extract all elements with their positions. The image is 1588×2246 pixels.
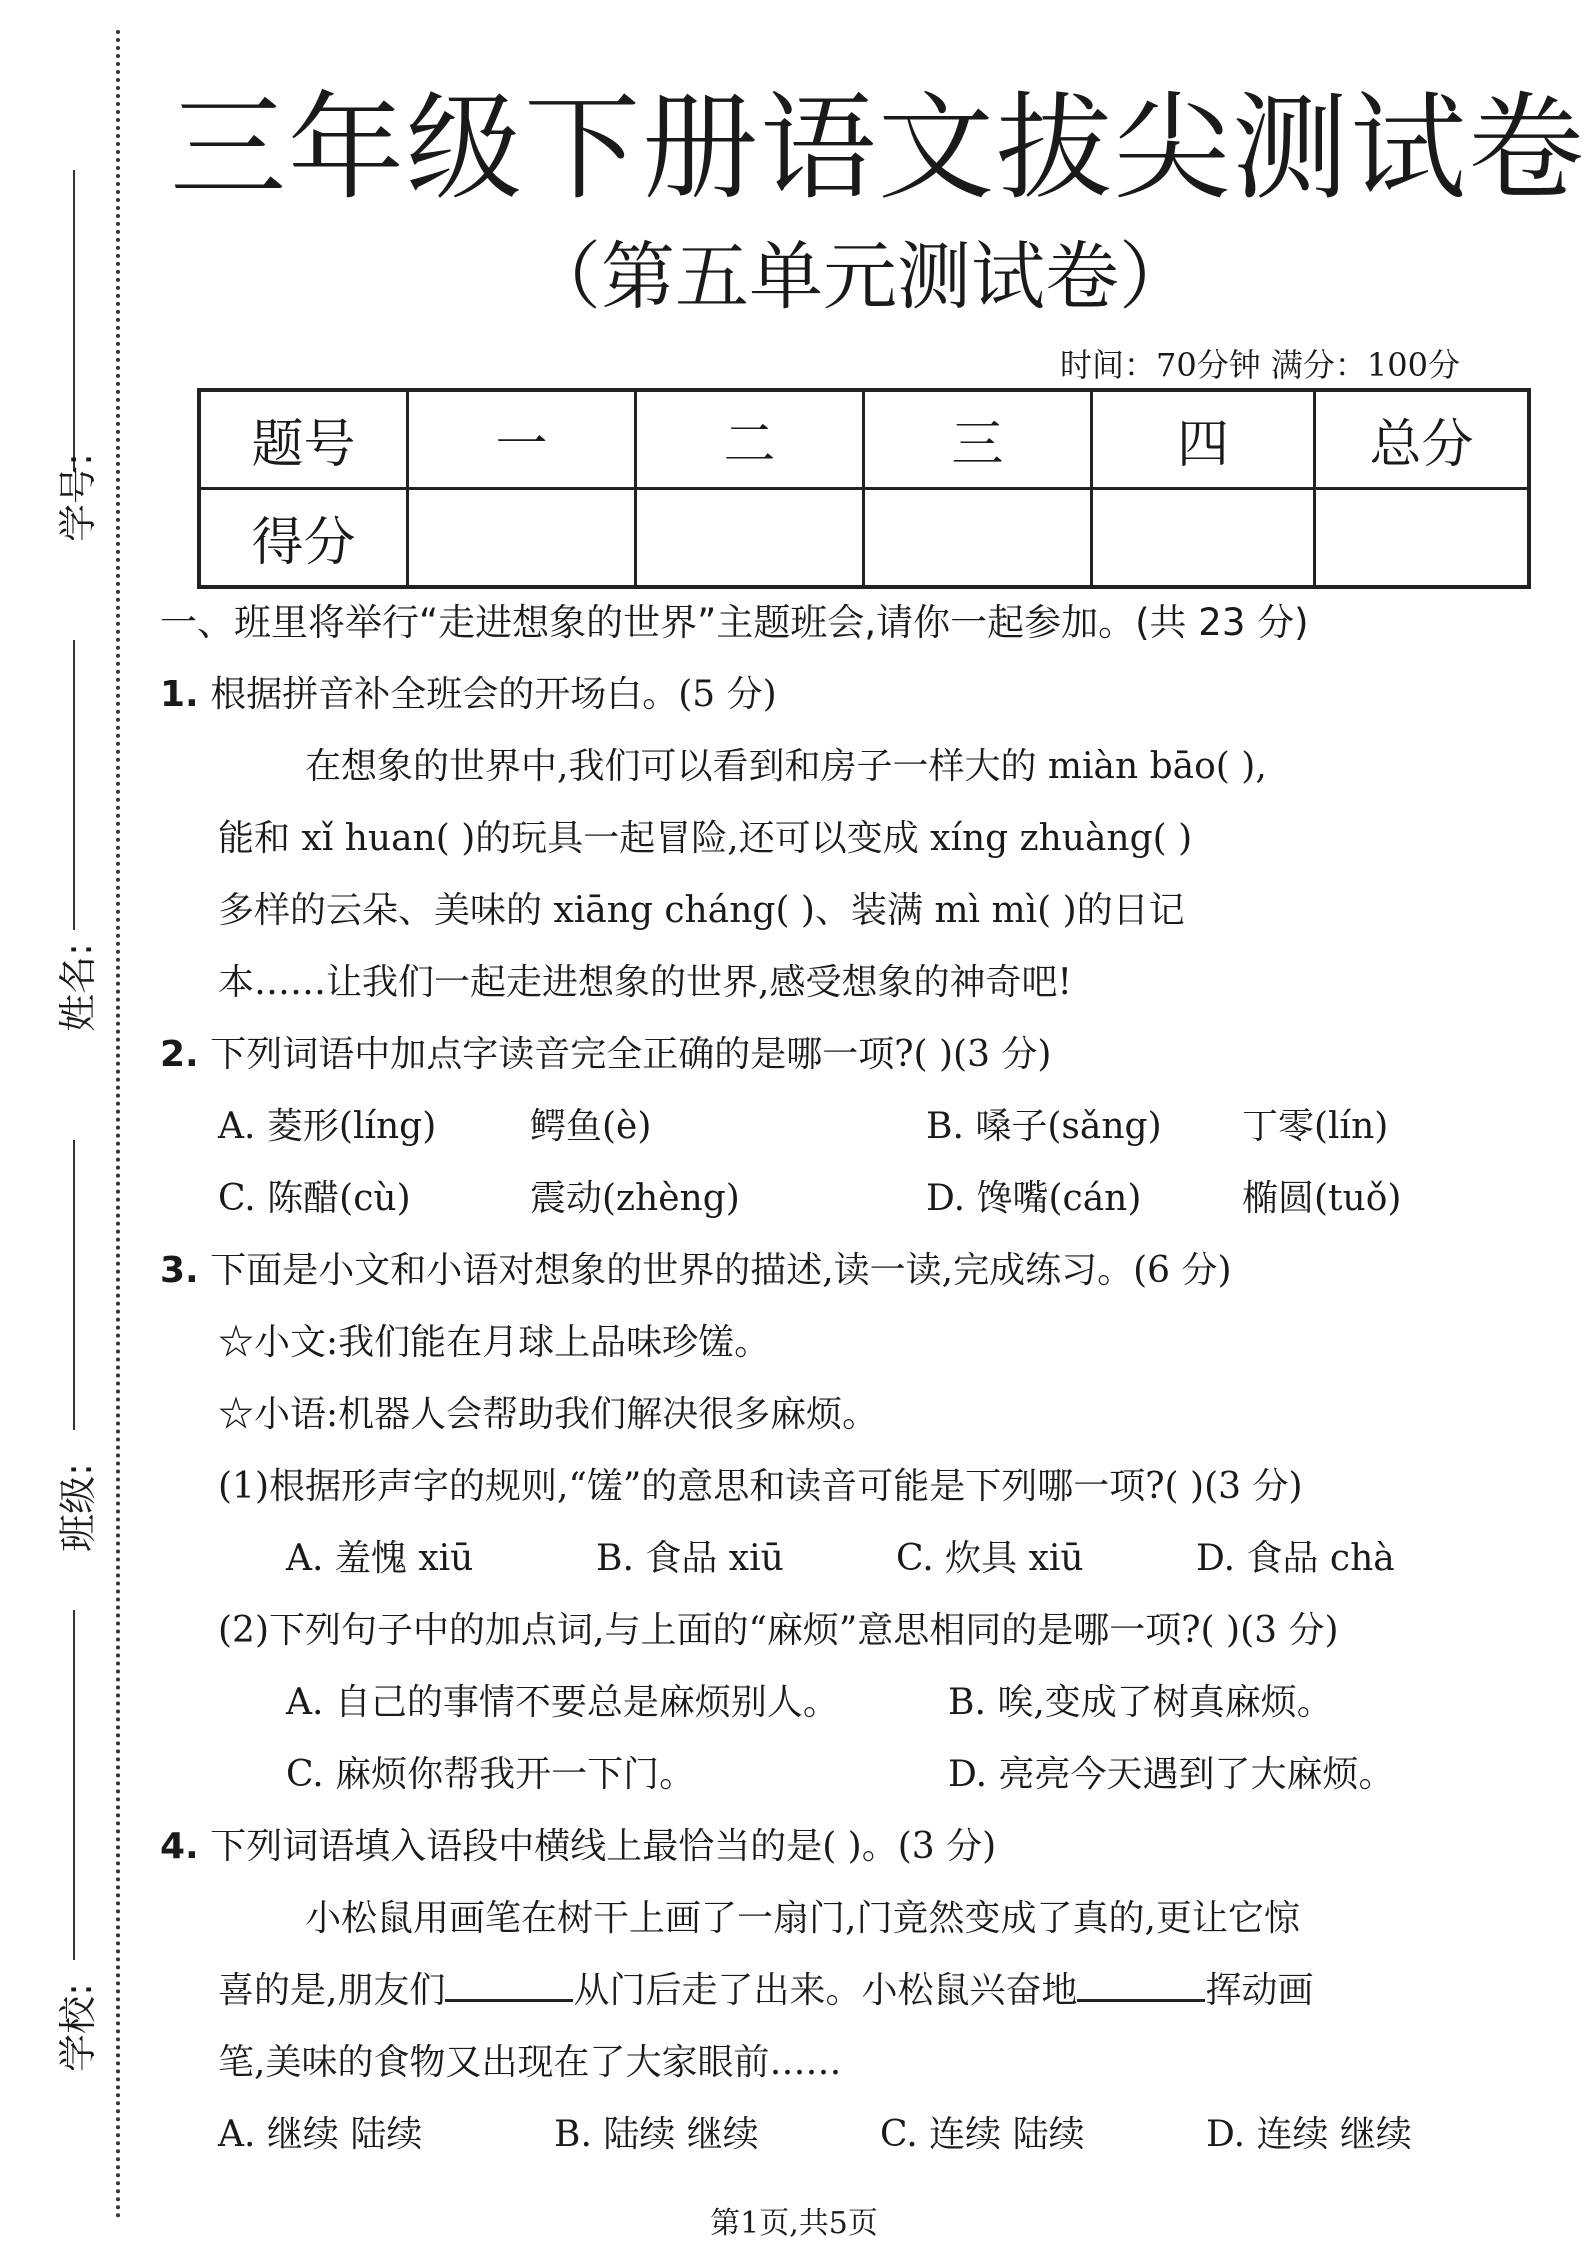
question-number: 4. bbox=[160, 1826, 199, 1867]
name-label: 姓名: bbox=[55, 943, 100, 1032]
question-number: 2. bbox=[160, 1034, 199, 1075]
score-input-cell[interactable] bbox=[636, 489, 864, 588]
q4-passage-line bbox=[218, 1962, 1313, 2013]
school-label: 学校: bbox=[55, 1983, 100, 2072]
passage-text: 喜的是,朋友们 bbox=[218, 1970, 446, 2011]
q3-xiaowen: ☆小文:我们能在月球上品味珍馐。 bbox=[218, 1322, 771, 1363]
xingming-line bbox=[73, 640, 75, 930]
score-input-cell[interactable] bbox=[1315, 489, 1530, 588]
q4-option-b[interactable]: B. 陆续 继续 bbox=[554, 2114, 759, 2155]
q4-passage-line: 笔,美味的食物又出现在了大家眼前…… bbox=[218, 2042, 842, 2083]
time-info: 时间：70分钟 满分：100分 bbox=[1060, 346, 1460, 384]
q4-passage-line: 小松鼠用画笔在树干上画了一扇门,门竟然变成了真的,更让它惊 bbox=[305, 1898, 1300, 1939]
option-word: 陈醋(cù) bbox=[267, 1178, 411, 1219]
q4-option-c[interactable]: C. 连续 陆续 bbox=[880, 2114, 1085, 2155]
question-1 bbox=[160, 666, 777, 717]
score-cell: 三 bbox=[864, 390, 1092, 489]
passage-text: 从门后走了出来。小松鼠兴奋地 bbox=[573, 1970, 1078, 2011]
score-input-cell[interactable] bbox=[408, 489, 636, 588]
xuexiao-line bbox=[73, 1610, 75, 1960]
q3-sub2: (2)下列句子中的加点词,与上面的“麻烦”意思相同的是哪一项?( )(3 分) bbox=[218, 1610, 1339, 1651]
score-cell: 题号 bbox=[199, 390, 408, 489]
class-label: 班级: bbox=[55, 1463, 100, 1552]
q2-option-d[interactable] bbox=[926, 1170, 1141, 1221]
q3-sub1: (1)根据形声字的规则,“馐”的意思和读音可能是下列哪一项?( )(3 分) bbox=[218, 1466, 1303, 1507]
q2-option-a[interactable] bbox=[218, 1098, 436, 1149]
score-input-cell[interactable] bbox=[1092, 489, 1315, 588]
fill-blank[interactable] bbox=[445, 1969, 573, 2002]
q2-option-c-word2: 震动(zhèng) bbox=[530, 1178, 740, 1219]
option-word: 嗓子(sǎng) bbox=[975, 1106, 1162, 1147]
q1-passage-line: 本……让我们一起走进想象的世界,感受想象的神奇吧! bbox=[218, 962, 1072, 1003]
q1-passage-line: 多样的云朵、美味的 xiāng cháng( )、装满 mì mì( )的日记 bbox=[218, 890, 1185, 931]
q3-sub2-option-a[interactable]: A. 自己的事情不要总是麻烦别人。 bbox=[286, 1682, 839, 1723]
xuehao-line bbox=[73, 170, 75, 470]
question-stem: 下面是小文和小语对想象的世界的描述,读一读,完成练习。(6 分) bbox=[210, 1250, 1232, 1291]
option-letter: D. bbox=[926, 1178, 966, 1219]
score-table bbox=[197, 388, 1531, 589]
q2-option-a-word2: 鳄鱼(è) bbox=[530, 1106, 652, 1147]
score-input-cell[interactable] bbox=[864, 489, 1092, 588]
question-stem: 下列词语填入语段中横线上最恰当的是( )。(3 分) bbox=[210, 1826, 997, 1867]
score-cell: 二 bbox=[636, 390, 864, 489]
student-id-label: 学号: bbox=[55, 453, 100, 542]
page-subtitle: （第五单元测试卷） bbox=[527, 234, 1193, 320]
question-number: 1. bbox=[160, 674, 199, 715]
q3-xiaoyu: ☆小语:机器人会帮助我们解决很多麻烦。 bbox=[218, 1394, 879, 1435]
option-letter: A. bbox=[218, 1106, 256, 1147]
q3-sub1-option-a[interactable]: A. 羞愧 xiū bbox=[286, 1538, 474, 1579]
score-value-row bbox=[199, 489, 1529, 588]
binding-dotted-line bbox=[116, 30, 120, 2220]
q3-sub1-option-d[interactable]: D. 食品 chà bbox=[1196, 1538, 1395, 1579]
q1-passage-line: 能和 xǐ huan( )的玩具一起冒险,还可以变成 xíng zhuàng( ) bbox=[218, 818, 1193, 859]
option-word: 菱形(líng) bbox=[266, 1106, 437, 1147]
q2-option-c[interactable] bbox=[218, 1170, 411, 1221]
q3-sub1-option-b[interactable]: B. 食品 xiū bbox=[596, 1538, 784, 1579]
option-letter: C. bbox=[218, 1178, 256, 1219]
question-2 bbox=[160, 1026, 1051, 1077]
banji-line bbox=[73, 1140, 75, 1430]
question-number: 3. bbox=[160, 1250, 199, 1291]
score-cell: 总分 bbox=[1315, 390, 1530, 489]
q2-option-b[interactable] bbox=[926, 1098, 1162, 1149]
question-stem: 根据拼音补全班会的开场白。(5 分) bbox=[210, 674, 777, 715]
question-stem: 下列词语中加点字读音完全正确的是哪一项?( )(3 分) bbox=[210, 1034, 1052, 1075]
page-number: 第1页,共5页 bbox=[710, 2206, 878, 2241]
q1-passage-line: 在想象的世界中,我们可以看到和房子一样大的 miàn bāo( ), bbox=[305, 746, 1267, 787]
q2-option-d-word2: 椭圆(tuǒ) bbox=[1242, 1178, 1402, 1219]
q4-option-d[interactable]: D. 连续 继续 bbox=[1206, 2114, 1412, 2155]
section-1-heading: 一、班里将举行“走进想象的世界”主题班会,请你一起参加。(共 23 分) bbox=[160, 601, 1309, 644]
option-word: 馋嘴(cán) bbox=[976, 1178, 1142, 1219]
q3-sub2-option-b[interactable]: B. 唉,变成了树真麻烦。 bbox=[948, 1682, 1333, 1723]
option-letter: B. bbox=[926, 1106, 964, 1147]
page-title: 三年级下册语文拔尖测试卷 bbox=[170, 81, 1586, 216]
question-4 bbox=[160, 1818, 996, 1869]
q3-sub2-option-c[interactable]: C. 麻烦你帮我开一下门。 bbox=[286, 1754, 696, 1795]
q3-sub1-option-c[interactable]: C. 炊具 xiū bbox=[896, 1538, 1084, 1579]
q4-option-a[interactable]: A. 继续 陆续 bbox=[218, 2114, 423, 2155]
passage-text: 挥动画 bbox=[1205, 1970, 1314, 2011]
fill-blank[interactable] bbox=[1077, 1969, 1205, 2002]
score-cell: 四 bbox=[1092, 390, 1315, 489]
score-cell: 一 bbox=[408, 390, 636, 489]
question-3 bbox=[160, 1242, 1232, 1293]
q3-sub2-option-d[interactable]: D. 亮亮今天遇到了大麻烦。 bbox=[948, 1754, 1395, 1795]
q2-option-b-word2: 丁零(lín) bbox=[1242, 1106, 1389, 1147]
score-header-row bbox=[199, 390, 1529, 489]
score-row-label: 得分 bbox=[199, 489, 408, 588]
